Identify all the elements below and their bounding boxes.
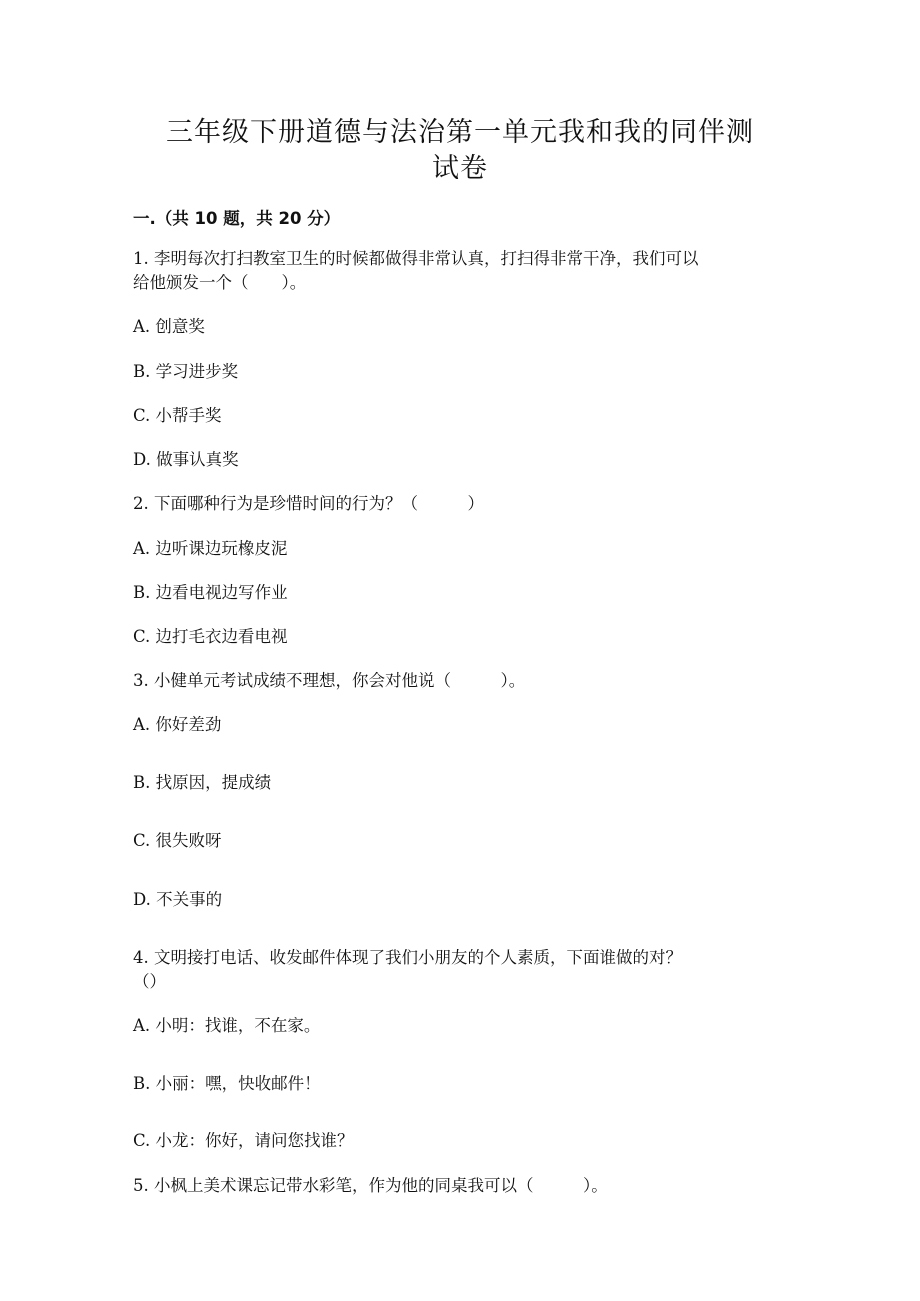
question-2-stem: 2. 下面哪种行为是珍惜时间的行为？（ ） [133,494,484,513]
question-2-option-a: A. 边听课边玩橡皮泥 [133,539,288,558]
question-4-stem-line-1: 4. 文明接打电话、收发邮件体现了我们小朋友的个人素质，下面谁做的对？ [133,948,682,967]
question-4-stem-line-2: （） [133,972,166,991]
question-1-option-a: A. 创意奖 [133,317,205,336]
question-4-option-c: C. 小龙：你好，请问您找谁？ [133,1131,354,1150]
question-1-stem-line-2: 给他颁发一个（ ）。 [133,273,307,292]
question-2-option-c: C. 边打毛衣边看电视 [133,627,288,646]
question-1-option-b: B. 学习进步奖 [133,362,239,381]
exam-title-line-1: 三年级下册道德与法治第一单元我和我的同伴测 [166,117,754,148]
question-3-option-d: D. 不关事的 [133,890,223,909]
question-1-stem-line-1: 1. 李明每次打扫教室卫生的时候都做得非常认真，打扫得非常干净，我们可以 [133,249,699,268]
question-3-option-b: B. 找原因，提成绩 [133,773,272,792]
question-1-option-c: C. 小帮手奖 [133,406,222,425]
question-4-option-a: A. 小明：找谁，不在家。 [133,1016,321,1035]
question-3-option-a: A. 你好差劲 [133,715,222,734]
question-2-option-b: B. 边看电视边写作业 [133,583,288,602]
question-3-option-c: C. 很失败呀 [133,831,222,850]
question-3-stem: 3. 小健单元考试成绩不理想，你会对他说（ ）。 [133,671,526,690]
exam-title-line-2: 试卷 [432,153,488,184]
question-5-stem: 5. 小枫上美术课忘记带水彩笔，作为他的同桌我可以（ ）。 [133,1176,608,1195]
section-heading: 一.（共 10 题，共 20 分） [133,209,341,228]
question-4-option-b: B. 小丽：嘿，快收邮件！ [133,1074,321,1093]
question-1-option-d: D. 做事认真奖 [133,450,239,469]
